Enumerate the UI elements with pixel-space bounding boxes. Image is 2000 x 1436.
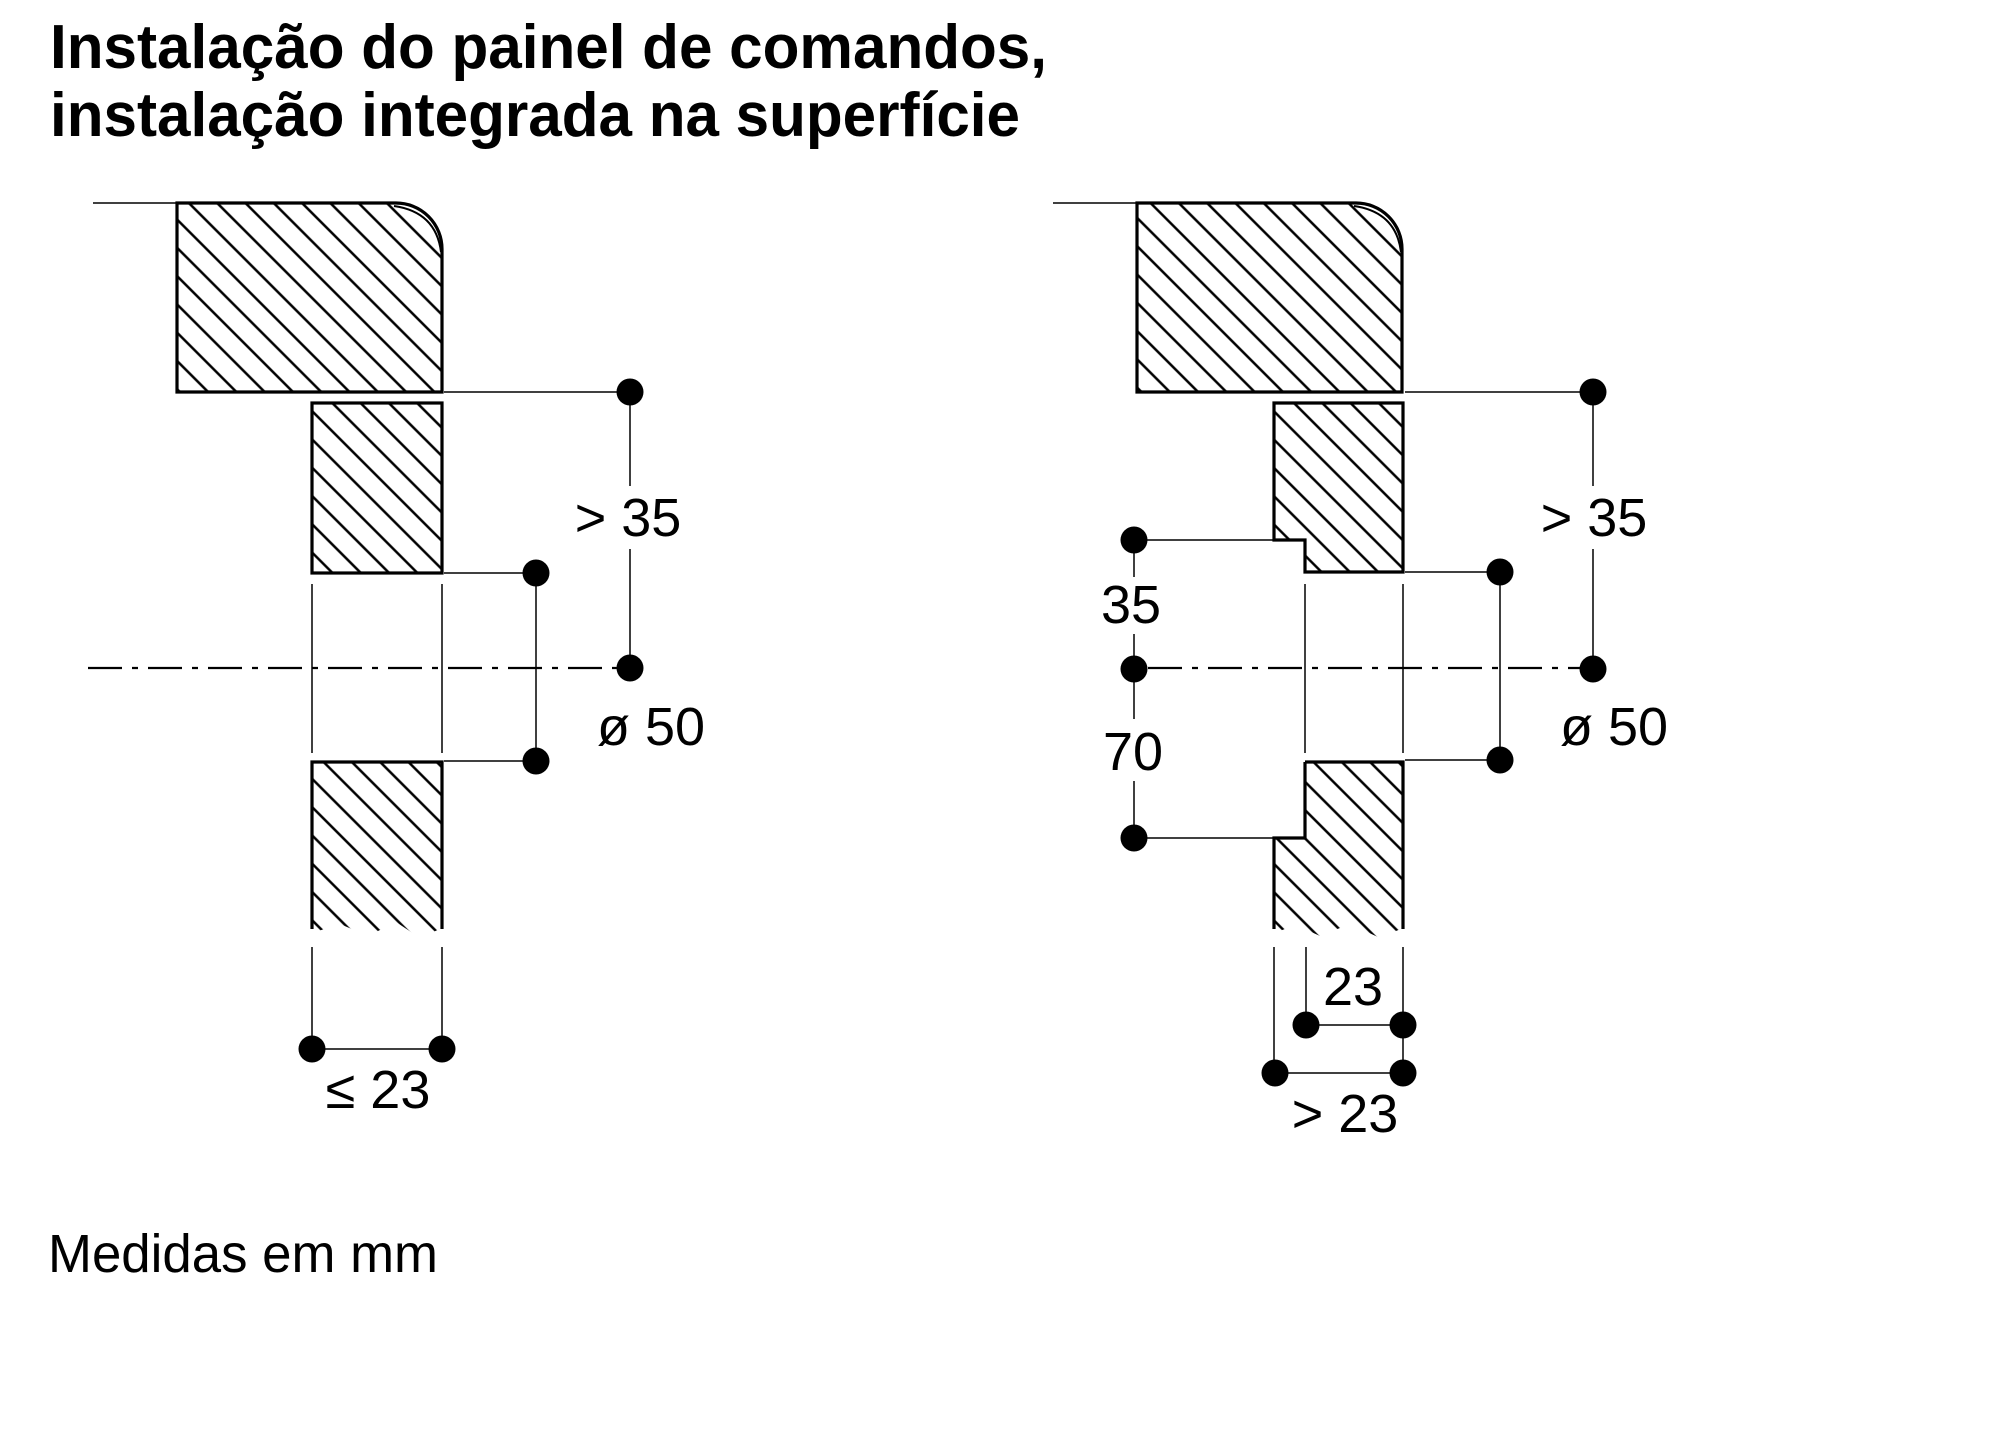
- dimension-dot: [1390, 1060, 1417, 1087]
- panel-upper-section-stepped: [1274, 403, 1403, 572]
- worktop-section: [1137, 203, 1402, 392]
- page-title-line2: instalação integrada na superfície: [50, 81, 1020, 150]
- dimension-dot: [617, 655, 644, 682]
- panel-lower-section-hatch: [312, 762, 442, 938]
- label-hole-diameter: ø 50: [1560, 697, 1669, 757]
- label-panel-thickness: ≤ 23: [325, 1060, 431, 1120]
- diagram-right-rebated-panel: [1053, 203, 1668, 1144]
- dimension-dot: [1390, 1012, 1417, 1039]
- dimension-dot: [1487, 747, 1514, 774]
- panel-upper-section: [312, 403, 442, 573]
- dimension-dot: [429, 1036, 456, 1063]
- label-distance-top-to-axis: > 35: [574, 488, 682, 548]
- label-step-to-axis: 35: [1100, 575, 1162, 635]
- dimension-dot: [523, 560, 550, 587]
- label-distance-top-to-axis: > 35: [1540, 488, 1648, 548]
- dimension-dot: [523, 748, 550, 775]
- dimension-dot: [617, 379, 644, 406]
- dimension-dot: [1293, 1012, 1320, 1039]
- dimension-dot: [1121, 825, 1148, 852]
- label-rebate-width: 23: [1322, 957, 1384, 1017]
- dimension-dot: [1487, 559, 1514, 586]
- dimension-dot: [1580, 656, 1607, 683]
- label-panel-width: > 23: [1291, 1084, 1399, 1144]
- diagram-left-flat-panel: [88, 203, 705, 1120]
- dimension-dot: [1580, 379, 1607, 406]
- dimension-dot: [1121, 656, 1148, 683]
- panel-lower-section-hatch: [1274, 762, 1403, 938]
- page-title-line1: Instalação do painel de comandos,: [50, 13, 1047, 82]
- units-note: Medidas em mm: [48, 1224, 438, 1284]
- label-axis-to-bottom: 70: [1102, 722, 1164, 782]
- worktop-section: [177, 203, 442, 392]
- dimension-dot: [1121, 527, 1148, 554]
- dimension-dot: [1262, 1060, 1289, 1087]
- label-hole-diameter: ø 50: [597, 697, 706, 757]
- dimension-dot: [299, 1036, 326, 1063]
